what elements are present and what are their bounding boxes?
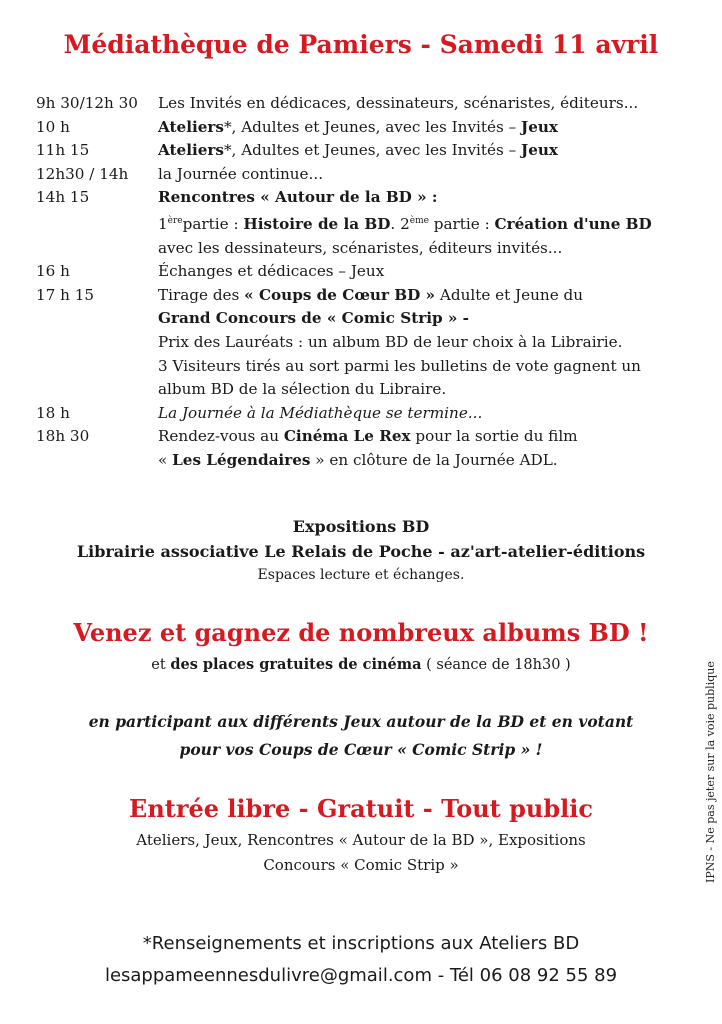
bold-text: Autour de la BD xyxy=(275,188,412,207)
schedule-desc xyxy=(158,307,676,331)
bold-text: Ateliers xyxy=(158,117,224,136)
bold-text: Cinéma Le Rex xyxy=(283,427,411,446)
schedule-row xyxy=(36,378,676,402)
schedule-row xyxy=(36,402,676,426)
schedule-desc: La Journée à la Médiathèque se termine... xyxy=(158,403,483,422)
text: Adulte et Jeune du xyxy=(435,285,584,304)
superscript: ère xyxy=(167,215,183,226)
text: ( séance de 18h30 ) xyxy=(421,657,571,673)
contact-info-line: *Renseignements et inscriptions aux Ateliers BD xyxy=(142,933,580,954)
schedule-row xyxy=(36,449,676,473)
schedule-desc xyxy=(158,139,676,163)
text: *, Adultes et Jeunes, avec les Invités – xyxy=(223,141,522,160)
exhibitions-block xyxy=(0,514,722,586)
schedule-desc: avec les dessinateurs, scénaristes, éditeurs invités... xyxy=(158,238,563,257)
schedule-row xyxy=(36,139,676,163)
bold-text: Création d'une BD xyxy=(494,215,652,234)
schedule-row xyxy=(36,355,676,379)
invitation-line: en participant aux différents Jeux autour de la BD et en votant xyxy=(88,712,634,731)
side-notice: IPNS - Ne pas jeter sur la voie publique xyxy=(704,661,717,883)
schedule-desc: Échanges et dédicaces – Jeux xyxy=(158,262,385,281)
bold-text: Histoire de la BD xyxy=(243,215,391,234)
schedule-row xyxy=(36,116,676,140)
schedule-desc: Prix des Lauréats : un album BD de leur choix à la Librairie. xyxy=(158,333,623,351)
text: partie : xyxy=(428,215,495,234)
text: et xyxy=(151,657,171,673)
page-title: Médiathèque de Pamiers - Samedi 11 avril xyxy=(63,30,659,59)
schedule-row xyxy=(36,260,676,284)
schedule-time: 16 h xyxy=(36,262,70,281)
text: Rencontres « xyxy=(158,188,276,207)
text: *, Adultes et Jeunes, avec les Invités – xyxy=(223,117,522,136)
schedule-desc: album BD de la sélection du Libraire. xyxy=(158,380,447,399)
bold-text: « Coups de Cœur BD » xyxy=(244,285,436,304)
schedule-row xyxy=(36,307,676,331)
schedule-time: 11h 15 xyxy=(36,141,90,160)
schedule-desc xyxy=(158,425,676,449)
win-headline: Venez et gagnez de nombreux albums BD ! xyxy=(73,618,649,647)
exhibitions-title: Expositions BD xyxy=(292,517,430,536)
schedule-row xyxy=(36,331,676,355)
schedule-time: 17 h 15 xyxy=(36,285,95,304)
text: » en clôture de la Journée ADL. xyxy=(310,450,558,469)
bold-text: des places gratuites de cinéma xyxy=(170,656,422,673)
text: Rendez-vous au xyxy=(158,427,284,446)
schedule-desc: Les Invités en dédicaces, dessinateurs, scénaristes, éditeurs... xyxy=(158,94,639,112)
schedule-row xyxy=(36,186,676,210)
schedule-time: 9h 30/12h 30 xyxy=(36,94,138,112)
schedule-desc: la Journée continue... xyxy=(158,164,324,183)
schedule-row xyxy=(36,92,676,116)
superscript: ème xyxy=(409,215,429,226)
text: » : xyxy=(411,188,438,207)
invitation-text xyxy=(0,708,722,764)
text: Tirage des xyxy=(158,285,245,304)
schedule-desc xyxy=(158,449,676,473)
schedule-desc xyxy=(158,186,676,210)
schedule-time: 10 h xyxy=(36,117,70,136)
schedule-row xyxy=(36,163,676,187)
schedule-desc: 1èrepartie : Histoire de la BD. 2ème partie : Création d'une BD xyxy=(158,215,652,234)
entry-details xyxy=(0,828,722,878)
bold-text: Jeux xyxy=(521,117,558,136)
contact-email-phone: lesappameennesdulivre@gmail.com - Tél 06 08 92 55 89 xyxy=(104,965,618,986)
schedule-row xyxy=(36,284,676,308)
schedule-time: 14h 15 xyxy=(36,188,90,207)
entry-line: Concours « Comic Strip » xyxy=(263,856,459,874)
schedule xyxy=(36,92,676,473)
schedule-time: 18h 30 xyxy=(36,427,90,446)
entry-line: Ateliers, Jeux, Rencontres « Autour de la BD », Expositions xyxy=(136,831,586,849)
text: pour la sortie du film xyxy=(410,427,578,446)
invitation-line: pour vos Coups de Cœur « Comic Strip » ! xyxy=(179,740,543,759)
schedule-desc: 3 Visiteurs tirés au sort parmi les bulletins de vote gagnent un xyxy=(158,356,641,375)
schedule-row xyxy=(36,237,676,261)
contact-block xyxy=(0,928,722,992)
schedule-row xyxy=(36,210,676,237)
schedule-desc xyxy=(158,116,676,140)
bold-text: Grand Concours de « Comic Strip » - xyxy=(158,309,469,328)
schedule-desc xyxy=(158,284,676,308)
text: « xyxy=(158,450,173,469)
bold-text: Les Légendaires xyxy=(172,450,311,469)
bold-text: Jeux xyxy=(521,141,558,160)
schedule-time: 18 h xyxy=(36,403,70,422)
text: . 2 xyxy=(390,215,410,234)
exhibitions-partners: Librairie associative Le Relais de Poche - az'art-atelier-éditions xyxy=(76,542,646,561)
entry-headline: Entrée libre - Gratuit - Tout public xyxy=(129,794,593,823)
text: partie : xyxy=(182,215,244,234)
schedule-row xyxy=(36,425,676,449)
win-subline xyxy=(0,656,722,673)
bold-text: Ateliers xyxy=(158,141,224,160)
schedule-time: 12h30 / 14h xyxy=(36,164,129,183)
exhibitions-note: Espaces lecture et échanges. xyxy=(257,567,465,583)
